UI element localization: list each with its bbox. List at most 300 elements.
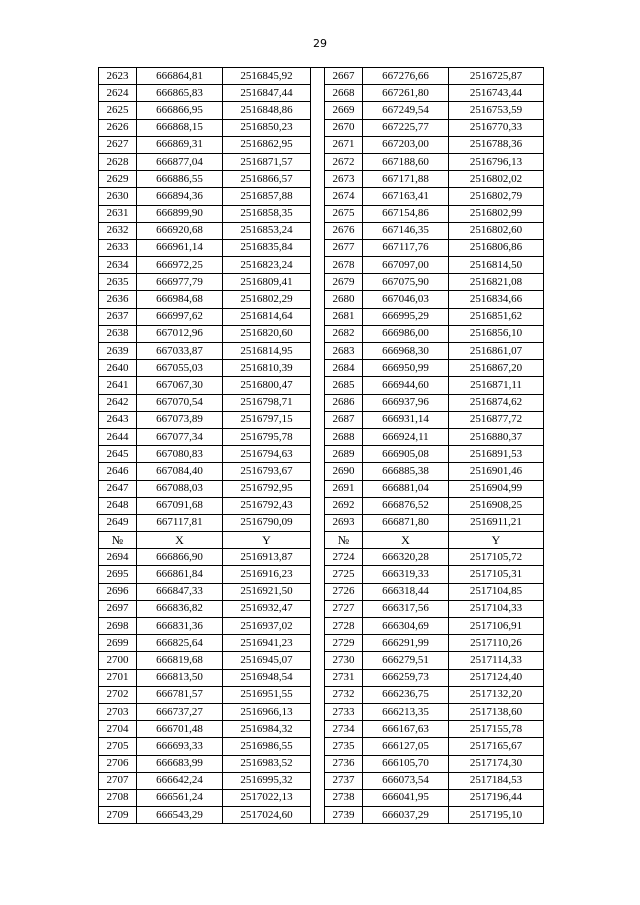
y-coordinate: 2516945,07 [223, 652, 311, 669]
table-row [99, 463, 544, 480]
column-separator [311, 600, 325, 617]
x-coordinate: 666894,36 [137, 188, 223, 205]
table-row [99, 136, 544, 153]
table-row [99, 428, 544, 445]
y-coordinate: 2516800,47 [223, 377, 311, 394]
table-row [99, 394, 544, 411]
y-coordinate: 2517184,53 [449, 772, 544, 789]
column-separator [311, 257, 325, 274]
point-number: 2730 [325, 652, 363, 669]
y-coordinate: 2516809,41 [223, 274, 311, 291]
table-row [99, 119, 544, 136]
point-number: 2687 [325, 411, 363, 428]
x-coordinate: 667084,40 [137, 463, 223, 480]
table-row [99, 360, 544, 377]
y-coordinate: 2516845,92 [223, 68, 311, 85]
y-coordinate: 2516795,78 [223, 428, 311, 445]
column-separator [311, 377, 325, 394]
y-coordinate: 2516847,44 [223, 85, 311, 102]
point-number: 2727 [325, 600, 363, 617]
table-row [99, 411, 544, 428]
y-coordinate: 2517124,40 [449, 669, 544, 686]
x-coordinate: 667171,88 [363, 171, 449, 188]
point-number: 2674 [325, 188, 363, 205]
point-number: 2675 [325, 205, 363, 222]
point-number: 2645 [99, 446, 137, 463]
y-coordinate: 2516848,86 [223, 102, 311, 119]
table-row [99, 102, 544, 119]
point-number: 2699 [99, 635, 137, 652]
column-separator [311, 721, 325, 738]
y-coordinate: 2516793,67 [223, 463, 311, 480]
column-separator [311, 703, 325, 720]
point-number: 2631 [99, 205, 137, 222]
x-coordinate: 666781,57 [137, 686, 223, 703]
y-coordinate: 2516725,87 [449, 68, 544, 85]
point-number: 2726 [325, 583, 363, 600]
x-coordinate: 667163,41 [363, 188, 449, 205]
x-coordinate: 666937,96 [363, 394, 449, 411]
table-row [99, 480, 544, 497]
x-coordinate: 666944,60 [363, 377, 449, 394]
y-coordinate: 2516867,20 [449, 360, 544, 377]
point-number: 2698 [99, 618, 137, 635]
column-separator [311, 291, 325, 308]
y-coordinate: 2517106,91 [449, 618, 544, 635]
y-coordinate: 2516951,55 [223, 686, 311, 703]
point-number: 2693 [325, 514, 363, 531]
y-coordinate: 2516856,10 [449, 325, 544, 342]
point-number: 2636 [99, 291, 137, 308]
point-number: 2629 [99, 171, 137, 188]
x-coordinate: 666836,82 [137, 600, 223, 617]
point-number: 2725 [325, 566, 363, 583]
y-coordinate: 2516820,60 [223, 325, 311, 342]
y-coordinate: 2516871,11 [449, 377, 544, 394]
y-coordinate: 2516853,24 [223, 222, 311, 239]
point-number: 2694 [99, 549, 137, 566]
column-separator [311, 532, 325, 549]
point-number: 2683 [325, 343, 363, 360]
point-number: 2696 [99, 583, 137, 600]
point-number: 2634 [99, 257, 137, 274]
x-coordinate: 666986,00 [363, 325, 449, 342]
column-separator [311, 686, 325, 703]
x-coordinate: 666885,38 [363, 463, 449, 480]
x-coordinate: 666905,08 [363, 446, 449, 463]
table-row [99, 549, 544, 566]
x-coordinate: 666995,29 [363, 308, 449, 325]
y-coordinate: 2516857,88 [223, 188, 311, 205]
x-coordinate: 667188,60 [363, 153, 449, 170]
point-number: 2641 [99, 377, 137, 394]
point-number: 2670 [325, 119, 363, 136]
table-row [99, 807, 544, 824]
column-separator [311, 514, 325, 531]
x-coordinate: 667055,03 [137, 360, 223, 377]
table-row [99, 308, 544, 325]
point-number: 2623 [99, 68, 137, 85]
point-number: 2625 [99, 102, 137, 119]
column-separator [311, 274, 325, 291]
x-coordinate: 666167,63 [363, 721, 449, 738]
y-coordinate: 2517104,33 [449, 600, 544, 617]
table-row [99, 343, 544, 360]
point-number: 2691 [325, 480, 363, 497]
x-coordinate: 666831,36 [137, 618, 223, 635]
table-row [99, 618, 544, 635]
x-coordinate: 666825,64 [137, 635, 223, 652]
y-coordinate: 2517132,20 [449, 686, 544, 703]
x-coordinate: 666866,90 [137, 549, 223, 566]
point-number: 2649 [99, 514, 137, 531]
table-row [99, 755, 544, 772]
y-coordinate: 2517110,26 [449, 635, 544, 652]
x-coordinate: 667080,83 [137, 446, 223, 463]
point-number: 2678 [325, 257, 363, 274]
point-number: 2682 [325, 325, 363, 342]
point-number: 2677 [325, 239, 363, 256]
x-coordinate: 666866,95 [137, 102, 223, 119]
x-coordinate: 666972,25 [137, 257, 223, 274]
y-coordinate: 2516871,57 [223, 153, 311, 170]
y-coordinate: 2516904,99 [449, 480, 544, 497]
table-row [99, 652, 544, 669]
column-separator [311, 308, 325, 325]
point-number: 2734 [325, 721, 363, 738]
x-coordinate: 666304,69 [363, 618, 449, 635]
y-coordinate: 2516984,32 [223, 721, 311, 738]
table-row [99, 68, 544, 85]
point-number: 2676 [325, 222, 363, 239]
table-row [99, 85, 544, 102]
y-coordinate: 2517024,60 [223, 807, 311, 824]
table-row [99, 721, 544, 738]
x-coordinate: 666869,31 [137, 136, 223, 153]
point-number: 2688 [325, 428, 363, 445]
y-coordinate: 2516770,33 [449, 119, 544, 136]
x-coordinate: 666899,90 [137, 205, 223, 222]
y-coordinate: 2516948,54 [223, 669, 311, 686]
point-number: 2692 [325, 497, 363, 514]
point-number: 2704 [99, 721, 137, 738]
table-row [99, 583, 544, 600]
y-coordinate: 2516921,50 [223, 583, 311, 600]
page-number: 29 [313, 37, 327, 50]
point-number: 2702 [99, 686, 137, 703]
point-number: 2680 [325, 291, 363, 308]
y-coordinate: 2516891,53 [449, 446, 544, 463]
x-coordinate: 666683,99 [137, 755, 223, 772]
column-separator [311, 394, 325, 411]
table-row [99, 635, 544, 652]
column-separator [311, 102, 325, 119]
y-coordinate: 2516814,50 [449, 257, 544, 274]
x-coordinate: 666642,24 [137, 772, 223, 789]
y-coordinate: 2517114,33 [449, 652, 544, 669]
column-separator [311, 738, 325, 755]
table-row [99, 686, 544, 703]
column-separator [311, 669, 325, 686]
column-separator [311, 497, 325, 514]
point-number: 2643 [99, 411, 137, 428]
x-coordinate: 666291,99 [363, 635, 449, 652]
y-coordinate: 2517165,67 [449, 738, 544, 755]
y-coordinate: 2516901,46 [449, 463, 544, 480]
column-separator [311, 136, 325, 153]
point-number: 2709 [99, 807, 137, 824]
column-separator [311, 618, 325, 635]
table-row [99, 153, 544, 170]
x-coordinate: 667067,30 [137, 377, 223, 394]
point-number: 2695 [99, 566, 137, 583]
column-separator [311, 411, 325, 428]
point-number: 2701 [99, 669, 137, 686]
point-number: 2697 [99, 600, 137, 617]
table-row [99, 566, 544, 583]
point-number: 2648 [99, 497, 137, 514]
x-coordinate: 667033,87 [137, 343, 223, 360]
x-coordinate: 667225,77 [363, 119, 449, 136]
table-row [99, 497, 544, 514]
column-separator [311, 119, 325, 136]
point-number: 2671 [325, 136, 363, 153]
table-row [99, 772, 544, 789]
y-coordinate: 2516986,55 [223, 738, 311, 755]
x-coordinate: 666864,81 [137, 68, 223, 85]
y-coordinate: 2516792,43 [223, 497, 311, 514]
column-separator [311, 446, 325, 463]
x-coordinate: 667091,68 [137, 497, 223, 514]
header-row [99, 532, 544, 549]
table-row [99, 325, 544, 342]
table-row [99, 738, 544, 755]
table-row [99, 205, 544, 222]
y-coordinate: 2516788,36 [449, 136, 544, 153]
x-header: X [137, 532, 223, 549]
y-header: Y [223, 532, 311, 549]
x-coordinate: 667077,34 [137, 428, 223, 445]
y-coordinate: 2516810,39 [223, 360, 311, 377]
y-coordinate: 2517138,60 [449, 703, 544, 720]
point-number: 2681 [325, 308, 363, 325]
y-coordinate: 2517105,31 [449, 566, 544, 583]
x-coordinate: 667117,81 [137, 514, 223, 531]
column-separator [311, 789, 325, 806]
column-separator [311, 480, 325, 497]
point-number: 2705 [99, 738, 137, 755]
y-coordinate: 2516932,47 [223, 600, 311, 617]
point-number: 2737 [325, 772, 363, 789]
table-row [99, 274, 544, 291]
column-separator [311, 85, 325, 102]
x-coordinate: 667097,00 [363, 257, 449, 274]
y-coordinate: 2516802,29 [223, 291, 311, 308]
y-coordinate: 2516874,62 [449, 394, 544, 411]
y-coordinate: 2516995,32 [223, 772, 311, 789]
x-coordinate: 667046,03 [363, 291, 449, 308]
point-number: 2673 [325, 171, 363, 188]
point-number: 2635 [99, 274, 137, 291]
y-coordinate: 2516753,59 [449, 102, 544, 119]
y-coordinate: 2516877,72 [449, 411, 544, 428]
y-coordinate: 2516862,95 [223, 136, 311, 153]
point-number: 2628 [99, 153, 137, 170]
y-coordinate: 2516802,99 [449, 205, 544, 222]
table-row [99, 171, 544, 188]
x-coordinate: 667249,54 [363, 102, 449, 119]
point-number: 2640 [99, 360, 137, 377]
x-coordinate: 666847,33 [137, 583, 223, 600]
column-separator [311, 652, 325, 669]
x-coordinate: 666319,33 [363, 566, 449, 583]
column-separator [311, 360, 325, 377]
x-coordinate: 666984,68 [137, 291, 223, 308]
x-coordinate: 666693,33 [137, 738, 223, 755]
x-coordinate: 666813,50 [137, 669, 223, 686]
column-separator [311, 188, 325, 205]
x-coordinate: 666865,83 [137, 85, 223, 102]
point-number: 2728 [325, 618, 363, 635]
column-separator [311, 153, 325, 170]
x-coordinate: 667117,76 [363, 239, 449, 256]
table-row [99, 222, 544, 239]
y-coordinate: 2516908,25 [449, 497, 544, 514]
table-row [99, 377, 544, 394]
point-number: 2690 [325, 463, 363, 480]
x-coordinate: 667073,89 [137, 411, 223, 428]
x-coordinate: 666317,56 [363, 600, 449, 617]
column-separator [311, 755, 325, 772]
y-coordinate: 2517105,72 [449, 549, 544, 566]
y-coordinate: 2516850,23 [223, 119, 311, 136]
point-number: 2630 [99, 188, 137, 205]
x-coordinate: 666236,75 [363, 686, 449, 703]
y-coordinate: 2516798,71 [223, 394, 311, 411]
x-coordinate: 666127,05 [363, 738, 449, 755]
table-row [99, 514, 544, 531]
point-number: 2633 [99, 239, 137, 256]
x-coordinate: 666876,52 [363, 497, 449, 514]
x-coordinate: 667012,96 [137, 325, 223, 342]
y-coordinate: 2517174,30 [449, 755, 544, 772]
x-coordinate: 666968,30 [363, 343, 449, 360]
point-number: 2646 [99, 463, 137, 480]
x-coordinate: 667088,03 [137, 480, 223, 497]
column-separator [311, 583, 325, 600]
point-number: 2667 [325, 68, 363, 85]
table-row [99, 703, 544, 720]
table-row [99, 446, 544, 463]
x-coordinate: 666259,73 [363, 669, 449, 686]
x-coordinate: 667276,66 [363, 68, 449, 85]
column-separator [311, 635, 325, 652]
y-coordinate: 2516941,23 [223, 635, 311, 652]
point-number: 2668 [325, 85, 363, 102]
point-number: 2729 [325, 635, 363, 652]
column-separator [311, 325, 325, 342]
y-coordinate: 2516937,02 [223, 618, 311, 635]
y-coordinate: 2516814,64 [223, 308, 311, 325]
point-number: 2669 [325, 102, 363, 119]
column-separator [311, 343, 325, 360]
point-number: 2624 [99, 85, 137, 102]
y-coordinate: 2516880,37 [449, 428, 544, 445]
x-coordinate: 667070,54 [137, 394, 223, 411]
x-coordinate: 666881,04 [363, 480, 449, 497]
number-header: № [325, 532, 363, 549]
y-coordinate: 2517104,85 [449, 583, 544, 600]
y-coordinate: 2516797,15 [223, 411, 311, 428]
x-coordinate: 666920,68 [137, 222, 223, 239]
x-coordinate: 666819,68 [137, 652, 223, 669]
x-coordinate: 667146,35 [363, 222, 449, 239]
x-coordinate: 666561,24 [137, 789, 223, 806]
x-coordinate: 666861,84 [137, 566, 223, 583]
x-coordinate: 666737,27 [137, 703, 223, 720]
column-separator [311, 68, 325, 85]
x-coordinate: 666868,15 [137, 119, 223, 136]
x-coordinate: 667075,90 [363, 274, 449, 291]
coordinates-table [98, 67, 544, 824]
y-coordinate: 2516861,07 [449, 343, 544, 360]
x-coordinate: 666977,79 [137, 274, 223, 291]
point-number: 2732 [325, 686, 363, 703]
x-coordinate: 666320,28 [363, 549, 449, 566]
y-coordinate: 2517196,44 [449, 789, 544, 806]
table-row [99, 669, 544, 686]
y-coordinate: 2516916,23 [223, 566, 311, 583]
column-separator [311, 239, 325, 256]
point-number: 2735 [325, 738, 363, 755]
y-coordinate: 2517155,78 [449, 721, 544, 738]
x-coordinate: 667203,00 [363, 136, 449, 153]
y-coordinate: 2516911,21 [449, 514, 544, 531]
point-number: 2689 [325, 446, 363, 463]
point-number: 2639 [99, 343, 137, 360]
point-number: 2738 [325, 789, 363, 806]
table-row [99, 600, 544, 617]
point-number: 2708 [99, 789, 137, 806]
x-coordinate: 666318,44 [363, 583, 449, 600]
x-coordinate: 666543,29 [137, 807, 223, 824]
column-separator [311, 171, 325, 188]
y-coordinate: 2516794,63 [223, 446, 311, 463]
x-coordinate: 666931,14 [363, 411, 449, 428]
column-separator [311, 205, 325, 222]
y-coordinate: 2516823,24 [223, 257, 311, 274]
point-number: 2627 [99, 136, 137, 153]
y-coordinate: 2516983,52 [223, 755, 311, 772]
y-coordinate: 2517195,10 [449, 807, 544, 824]
y-coordinate: 2516802,79 [449, 188, 544, 205]
table-row [99, 188, 544, 205]
point-number: 2632 [99, 222, 137, 239]
column-separator [311, 428, 325, 445]
y-coordinate: 2517022,13 [223, 789, 311, 806]
point-number: 2637 [99, 308, 137, 325]
y-header: Y [449, 532, 544, 549]
point-number: 2733 [325, 703, 363, 720]
x-coordinate: 666924,11 [363, 428, 449, 445]
column-separator [311, 549, 325, 566]
table-row [99, 257, 544, 274]
x-coordinate: 667261,80 [363, 85, 449, 102]
point-number: 2638 [99, 325, 137, 342]
x-coordinate: 666961,14 [137, 239, 223, 256]
x-coordinate: 666886,55 [137, 171, 223, 188]
x-coordinate: 666041,95 [363, 789, 449, 806]
